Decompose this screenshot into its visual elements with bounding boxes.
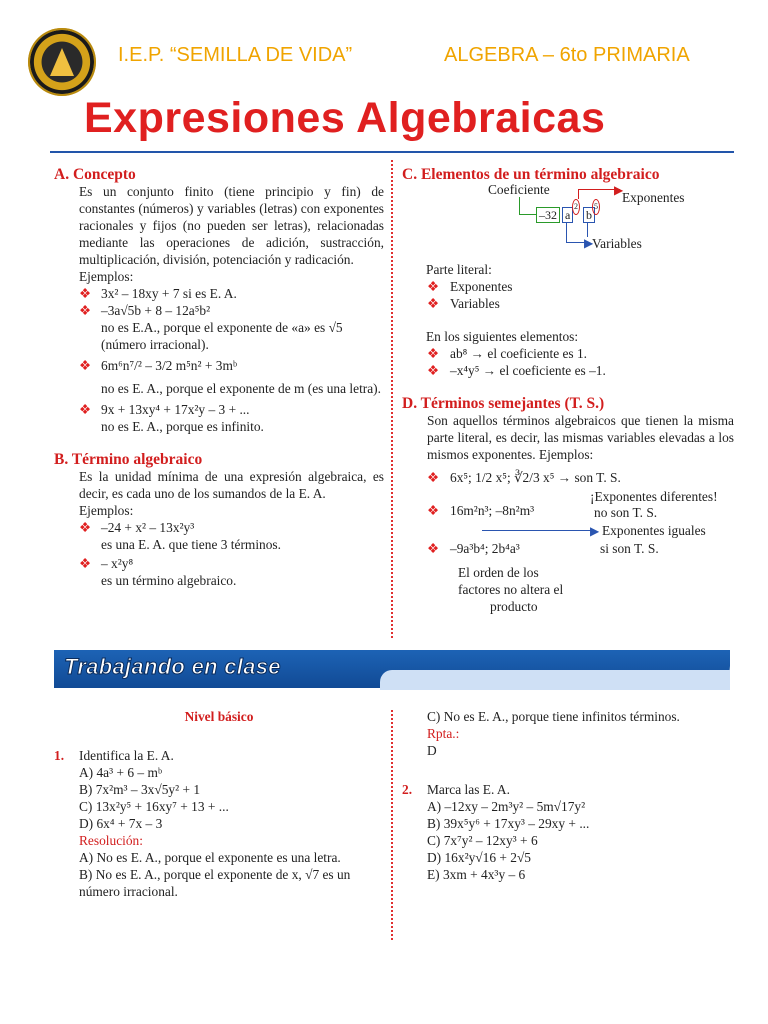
section-b-title: B. Término algebraico — [54, 451, 203, 468]
order-note-3: producto — [490, 599, 538, 614]
literal-part-label: Parte literal: — [426, 262, 492, 277]
q1-option-d: D) 6x⁴ + 7x – 3 — [79, 816, 163, 831]
similar-example-3-row — [402, 518, 734, 562]
term-example-2: ❖ – x²y⁸ — [79, 556, 134, 571]
practice-left-column — [54, 708, 384, 900]
coefficient-box: –32 — [536, 207, 560, 223]
concept-text: Es un conjunto finito (tiene principio y fin) de constantes (números) y variables (letras) con exponentes racionales y fijos (no pueden ser letras), relacionadas mediante las operaciones de adición, sustracción, multiplicación, división, potenciación y radicación. — [79, 184, 384, 267]
q1-option-a: A) 4a³ + 6 – mᵇ — [79, 765, 163, 780]
similar-note: si son T. S. — [600, 541, 659, 556]
coefficient-line — [519, 197, 520, 215]
literal-item-1: ❖ Exponentes — [427, 279, 513, 294]
term-example-2-note: es un término algebraico. — [101, 573, 237, 588]
q1-option-c: C) 13x²y⁵ + 16xy⁷ + 13 + ... — [79, 799, 229, 814]
examples-label-b: Ejemplos: — [79, 503, 134, 518]
example-3-note: no es E. A., porque el exponente de m (es una letra). — [101, 381, 381, 396]
diamond-bullet-icon: ❖ — [79, 303, 92, 318]
arrow-right-icon: ▶ — [614, 183, 624, 197]
arrow-right-icon: ▶ — [584, 236, 594, 250]
elements-intro: En los siguientes elementos: — [426, 329, 579, 344]
diamond-bullet-icon: ❖ — [427, 279, 440, 294]
order-note-1: El orden de los — [458, 565, 539, 580]
exponent-a-box: 2 — [572, 199, 580, 215]
school-crest-icon — [28, 28, 96, 96]
term-text: Es la unidad mínima de una expresión algebraica, es decir, es cada uno de los sumandos de la E. A. — [79, 469, 384, 501]
different-exponents-label: ¡Exponentes diferentes! — [590, 489, 718, 504]
coefficient-label: Coeficiente — [488, 182, 550, 197]
diamond-bullet-icon: ❖ — [79, 556, 92, 571]
q1-option-b: B) 7x²m³ – 3x√5y² + 1 — [79, 782, 201, 797]
variable-b-box: b — [583, 207, 595, 223]
q2-option-d: D) 16x²y√16 + 2√5 — [427, 850, 531, 865]
q2-option-e: E) 3xm + 4x³y – 6 — [427, 867, 526, 882]
diamond-bullet-icon: ❖ — [79, 520, 92, 535]
term-elements-diagram — [402, 183, 734, 261]
q2-option-b: B) 39x⁵y⁶ + 17xy³ – 29xy + ... — [427, 816, 590, 831]
diamond-bullet-icon: ❖ — [79, 402, 92, 417]
q2-option-c: C) 7x⁷y² – 12xy³ + 6 — [427, 833, 538, 848]
example-2-note: no es E.A., porque el exponente de «a» es √5 — [101, 320, 343, 335]
diamond-bullet-icon: ❖ — [427, 541, 440, 556]
section-d-title: D. Términos semejantes (T. S.) — [402, 395, 605, 412]
subject-name: ALGEBRA – 6to PRIMARIA — [444, 44, 690, 66]
literal-item-2: ❖ Variables — [427, 296, 500, 311]
coefficient-example-2: ❖ –x⁴y⁵ → el coeficiente es –1. — [427, 363, 606, 378]
section-c-title: C. Elementos de un término algebraico — [402, 166, 660, 183]
diamond-bullet-icon: ❖ — [79, 286, 92, 301]
same-exponents-line — [482, 530, 592, 531]
answer-label: Rpta.: — [427, 726, 460, 741]
school-name: I.E.P. “SEMILLA DE VIDA” — [118, 44, 353, 66]
arrow-right-icon: ▶ — [590, 524, 600, 538]
not-similar-note: no son T. S. — [594, 505, 658, 520]
left-column — [54, 166, 384, 589]
diamond-bullet-icon: ❖ — [427, 346, 440, 361]
column-divider — [391, 160, 393, 638]
variables-label: Variables — [592, 236, 642, 251]
exponent-line — [578, 189, 579, 199]
banner-tab — [380, 670, 730, 690]
same-exponents-label: Exponentes iguales — [602, 523, 706, 538]
similar-example-2-row — [402, 489, 734, 520]
example-4: ❖ 9x + 13xy⁴ + 17x²y – 3 + ... — [79, 402, 250, 417]
page-title: Expresiones Algebraicas — [84, 94, 606, 142]
diamond-bullet-icon: ❖ — [427, 363, 440, 378]
similar-terms-text: Son aquellos términos algebraicos que tienen la misma parte literal, es decir, las mismas variables elevadas a los mismos exponentes. Ejemplos: — [427, 413, 734, 462]
example-2: ❖ –3a√5b + 8 – 12a⁵b² — [79, 303, 211, 318]
exponents-label: Exponentes — [622, 190, 685, 205]
exponent-b-box: 5 — [592, 199, 600, 215]
practice-right-column — [402, 708, 734, 883]
term-example-1: ❖ –24 + x² – 13x²y³ — [79, 520, 195, 535]
title-rule — [50, 151, 734, 153]
working-in-class-banner — [54, 650, 730, 688]
diamond-bullet-icon: ❖ — [79, 358, 92, 373]
resolution-a: A) No es E. A., porque el exponente es una letra. — [79, 850, 341, 865]
section-a-title: A. Concepto — [54, 166, 136, 183]
right-column — [402, 166, 734, 615]
example-4-note: no es E. A., porque es infinito. — [101, 419, 264, 434]
coefficient-line — [519, 214, 537, 215]
question-1: 1. Identifica la E. A. — [54, 748, 174, 763]
similar-example-3: ❖ –9a³b⁴; 2b⁴a³ — [427, 541, 520, 556]
variable-a-box: a — [562, 207, 573, 223]
coefficient-example-1: ❖ ab⁸ → el coeficiente es 1. — [427, 346, 588, 361]
example-2-note-2: (número irracional). — [101, 337, 209, 352]
similar-example-1: ❖ 6x⁵; 1/2 x⁵; ∛2/3 x⁵ → son T. S. — [427, 470, 621, 485]
diamond-bullet-icon: ❖ — [427, 470, 440, 485]
similar-example-2: ❖ 16m²n³; –8n²m³ — [427, 503, 535, 518]
diamond-bullet-icon: ❖ — [427, 296, 440, 311]
question-2: 2. Marca las E. A. — [402, 782, 510, 797]
examples-label: Ejemplos: — [79, 269, 134, 284]
term-example-1-note: es una E. A. que tiene 3 términos. — [101, 537, 281, 552]
resolution-b: B) No es E. A., porque el exponente de x, √7 es un número irracional. — [79, 867, 351, 899]
example-1: ❖ 3x² – 18xy + 7 si es E. A. — [79, 286, 237, 301]
variable-line — [587, 223, 588, 237]
column-divider-bottom — [391, 710, 393, 940]
resolution-c: C) No es E. A., porque tiene infinitos términos. — [427, 709, 680, 724]
resolution-label: Resolución: — [79, 833, 143, 848]
q2-option-a: A) –12xy – 2m³y² – 5m√17y² — [427, 799, 586, 814]
diamond-bullet-icon: ❖ — [427, 503, 440, 518]
variable-line — [566, 223, 567, 243]
level-title: Nivel básico — [184, 709, 254, 724]
order-note-2: factores no altera el — [458, 582, 564, 597]
banner-label: Trabajando en clase — [64, 654, 281, 679]
answer-value: D — [427, 743, 437, 758]
example-3: ❖ 6m⁶n⁷/² – 3/2 m⁵n² + 3mᵇ — [79, 358, 238, 373]
